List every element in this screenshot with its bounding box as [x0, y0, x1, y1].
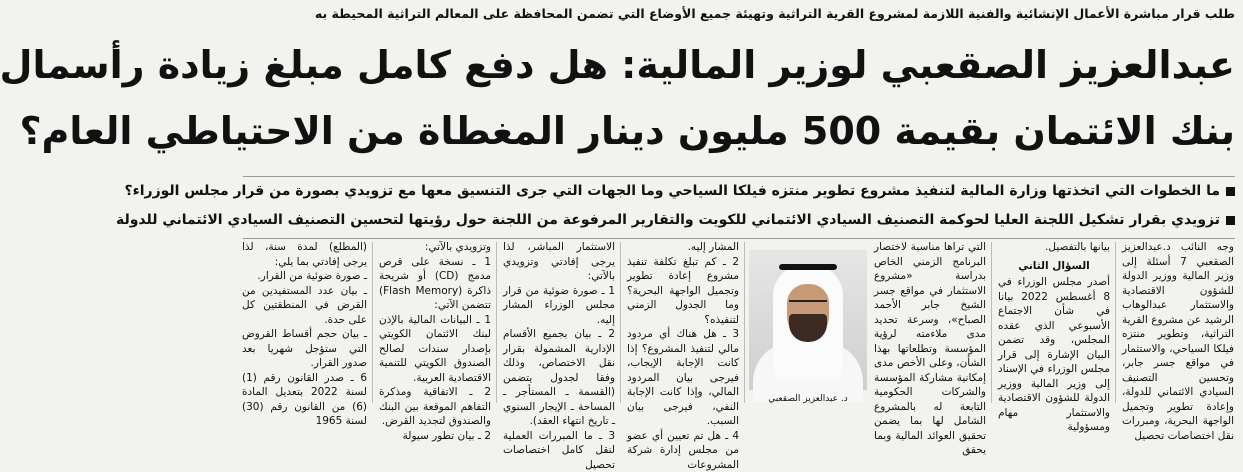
- column-separator: [620, 242, 621, 403]
- subhead-1: [243, 183, 1235, 209]
- kicker: طلب قرار مباشرة الأعمال الإنشائية والفنية اللازمة لمشروع القرية التراثية وتهيئة جميع الأوضاع التي تضمن المحافظة على المعالم التراثية المحيطة به: [243, 6, 1235, 28]
- article-column-3: [871, 240, 989, 403]
- paragraph: الاستثمار المباشر، لذا يرجى إفادتي وتزويدي بالآتي:: [503, 240, 615, 284]
- subhead-2: [243, 212, 1235, 238]
- paragraph: (المطلع) لمدة سنة، لذا يرجى إفادتي بما يلي:: [242, 240, 367, 269]
- paragraph: وجه النائب د.عبدالعزيز الصقعبي 7 أسئلة إلى وزير المالية ووزير الدولة للشؤون الاقتصادية والاستثمار عبدالوهاب الرشيد عن مشروع القرية التراثية، وتطوير منتزه فيلكا السياحي، والاستثمار في مواقع جسر جابر، وتحسين التصنيف السيادي الائتماني للدولة، وإعادة تطوير وتجميل الواجهة البحرية، ومبررات نقل اختصاصات تحصيل: [1122, 240, 1234, 443]
- paragraph: 1 ـ البيانات المالية بالإذن لبنك الائتمان الكويتي بإصدار سندات لصالح الصندوق الكويتي للتنمية الاقتصادية العربية.: [379, 313, 491, 386]
- paragraph: 1 ـ نسخة على قرص مدمج (CD) أو شريحة ذاكرة (Flash Memory) تتضمن الآتي:: [379, 255, 491, 313]
- article-column-5: [500, 240, 618, 403]
- paragraph: ـ بيان حجم أقساط القروض التي ستؤجل شهريا بعد صدور القرار.: [242, 327, 367, 371]
- article-column-1: [1119, 240, 1237, 403]
- paragraph: 3 ـ ما المبررات العملية لنقل كامل اختصاصات تحصيل: [503, 429, 615, 472]
- author-photo: [749, 250, 867, 390]
- paragraph: ـ صورة ضوئية من القرار.: [242, 269, 367, 284]
- paragraph: وتزويدي بالآتي:: [379, 240, 491, 255]
- paragraph: 4 ـ هل تم تعيين أي عضو من مجلس إدارة شركة المشروعات: [627, 429, 739, 472]
- column-separator: [1115, 242, 1116, 403]
- column-separator: [991, 242, 992, 403]
- paragraph: 2 ـ بيان تطور سيولة: [379, 429, 491, 444]
- paragraph: بيانها بالتفصيل.: [998, 240, 1110, 255]
- section-title: السؤال الثاني: [998, 259, 1110, 274]
- article-body: [239, 240, 1237, 403]
- paragraph: 1 ـ صورة ضوئية من قرار مجلس الوزراء المشار إليه.: [503, 284, 615, 328]
- headline-line-2: بنك الائتمان بقيمة 500 مليون دينار المغطاة من الاحتياطي العام؟: [243, 112, 1235, 150]
- paragraph: أصدر مجلس الوزراء في 8 أغسطس 2022 بيانا في شأن الاجتماع الأسبوعي الذي عقده المجلس، وقد تضمن البيان الإشارة إلى قرار مجلس الوزراء في الإسناد إلى وزير المالية ووزير الدولة للشؤون الاقتصادية والاستثمار مهام ومسؤولية: [998, 275, 1110, 435]
- paragraph: ـ بيان عدد المستفيدين من القرض في المنطقتين كل على حدة.: [242, 284, 367, 328]
- bullet-icon: [1226, 187, 1235, 196]
- article-column-4: [624, 240, 742, 403]
- photo-caption: د. عبدالعزيز الصقعبي: [749, 394, 867, 404]
- divider: [243, 238, 1235, 239]
- paragraph: المشار إليه.: [627, 240, 739, 255]
- paragraph: 2 ـ بيان بجميع الأقسام الإدارية المشمولة بقرار نقل الاختصاص، وذلك وفقا لجدول يتضمن (القسمة ـ المستأجر ـ المساحة ـ الإيجار السنوي ـ تاريخ انتهاء العقد).: [503, 327, 615, 429]
- divider: [243, 176, 1235, 177]
- paragraph: 2 ـ كم تبلغ تكلفة تنفيذ مشروع إعادة تطوير وتجميل الواجهة البحرية؟ وما الجدول الزمني لتنفيذه؟: [627, 255, 739, 328]
- bullet-icon: [1226, 216, 1235, 225]
- headline-line-1: عبدالعزيز الصقعبي لوزير المالية: هل دفع كامل مبلغ زيادة رأسمال: [243, 46, 1235, 84]
- paragraph: 3 ـ هل هناك أي مردود مالي لتنفيذ المشروع؟ إذا كانت الإجابة الإيجاب، فيرجى بيان المردود المالي، وإذا كانت الإجابة النفي، فيرجى بيان السبب.: [627, 327, 739, 429]
- subhead-2-text: تزويدي بقرار تشكيل اللجنة العليا لحوكمة التصنيف السيادي الائتماني للكويت والتقارير المرفوعة من اللجنة حول رؤيتها لتحسين التصنيف السيادي الائتماني للدولة: [116, 212, 1220, 228]
- column-separator: [496, 242, 497, 403]
- paragraph: 6 ـ صدر القانون رقم (1) لسنة 2022 بتعديل المادة (6) من القانون رقم (30) لسنة 1965: [242, 371, 367, 429]
- article-column-6: [376, 240, 494, 403]
- article-column-7: [239, 240, 370, 403]
- column-separator: [744, 242, 745, 403]
- article-column-2: [995, 240, 1113, 403]
- column-separator: [372, 242, 373, 403]
- paragraph: 2 ـ الاتفاقية ومذكرة التفاهم الموقعة بين البنك والصندوق لتجديد القرض.: [379, 385, 491, 429]
- paragraph: التي تراها مناسبة لاختصار البرنامج الزمني الخاص بدراسة «مشروع الاستثمار في مواقع جسر الشيخ جابر الأحمد الصباح»، وسرعة تحديد مدى ملاءمته لرؤية المؤسسة وتطلعاتها بهذا الشأن، وعلى الأخص مدى إمكانية مشاركة المؤسسة والشركات الحكومية التابعة له بالمشروع الشامل لها بما يضمن تحقيق العوائد المالية وبما يحقق: [874, 240, 986, 458]
- subhead-1-text: ما الخطوات التي اتخذتها وزارة المالية لتنفيذ مشروع تطوير منتزه فيلكا السياحي وما الجهات التي جرى التنسيق معها مع تزويدي بصورة من قرار مجلس الوزراء؟: [124, 183, 1220, 199]
